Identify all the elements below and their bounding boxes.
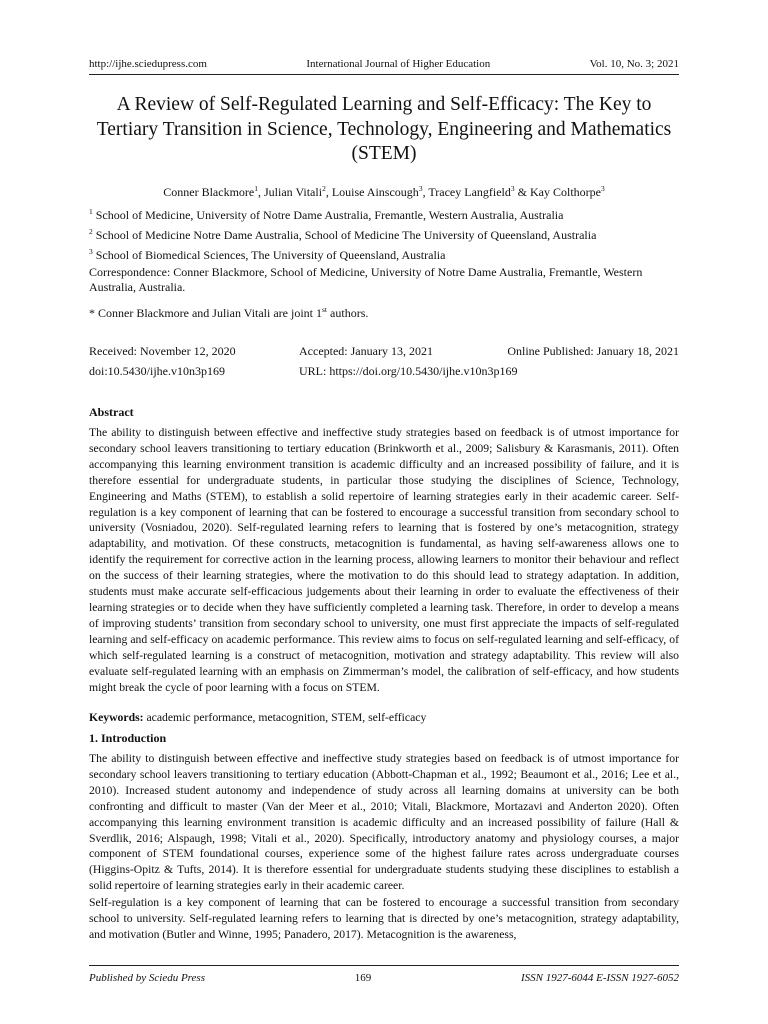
intro-paragraph-2: Self-regulation is a key component of learning that can be fostered to encourage a successful transition from secondary school to university. Self-regulated learning refers to learning that is directed by one’s metacognition, strategy adaptability, and motivation (Butler and Winne, 1995; Panadero, 2017). Metacognition is the awareness, (89, 896, 679, 941)
author: Louise Ainscough$^3$, (331, 184, 429, 199)
introduction-heading: 1. Introduction (89, 731, 167, 745)
author: Conner Blackmore$^1$, (163, 184, 264, 199)
doi[interactable]: doi:10.5430/ijhe.v10n3p169 (89, 364, 225, 378)
keywords-list: academic performance, metacognition, STEM, self-efficacy (143, 711, 427, 724)
publisher: Published by Sciedu Press (89, 972, 205, 984)
author: Kay Colthorpe$^3$ (529, 184, 605, 199)
intro-paragraph-1: The ability to distinguish between effective and ineffective study strategies based on feedback is of utmost importance for secondary school leavers transitioning to tertiary education (Abbott-Chapman et al., 1992; Beaumont et al., 2016; Lee et al., 2010). Increased student autonomy and independence of study across all learning domains at university can be both confronting and difficult to master (Van der Meer et al., 2010; Vitali, Blackmore, Mortazavi and Anderton 2020). Often accompanying this learning environment transition is academic difficulty and an increased possibility of failure (Hall & Sverdlik, 2016; Alspaugh, 1998; Vitali et al., 2020). Specifically, introductory anatomy and physiology courses, a major component of STEM foundational courses, experience some of the highest failure rates across undergraduate courses (Higgins-Opitz & Tufts, 2014). It is therefore essential for undergraduate students studying these disciplines to establish a solid repertoire of learning strategies early in their academic career. (89, 752, 679, 893)
author: Tracey Langfield$^3$ & (428, 184, 530, 199)
affiliation-3: $^3$ School of Biomedical Sciences, The University of Queensland, Australia (89, 247, 446, 262)
journal-url[interactable]: http://ijhe.sciedupress.com (89, 58, 207, 70)
doi-url[interactable]: URL: https://doi.org/10.5430/ijhe.v10n3p169 (299, 364, 518, 378)
affiliation-2: $^2$ School of Medicine Notre Dame Australia, School of Medicine The University of Queensland, Australia (89, 227, 597, 242)
affiliation-1: $^1$ School of Medicine, University of Notre Dame Australia, Fremantle, Western Australia, Australia (89, 207, 564, 222)
abstract-heading: Abstract (89, 405, 134, 419)
page-number: 169 (354, 972, 372, 984)
page-footer (89, 965, 679, 984)
volume-issue: Vol. 10, No. 3; 2021 (589, 58, 679, 70)
author: Julian Vitali$^2$, (264, 184, 332, 199)
accepted-date: Accepted: January 13, 2021 (299, 344, 433, 358)
abstract-text: The ability to distinguish between effective and ineffective study strategies based on feedback is of utmost importance for secondary school leavers transitioning to tertiary education (Brinkworth et al., 2009; Salisbury & Karasmanis, 2011). Often accompanying this learning environment transition is academic difficulty and an increased possibility of failure, and it is therefore essential for undergraduate students, in particular those studying the disciplines of Science, Technology, Engineering and Maths (STEM), to establish a solid repertoire of learning strategies early in their academic career. Self-regulation is a key component of learning that can be fostered to encourage a successful transition from secondary school to university (Vosniadou, 2020). Self-regulated learning refers to learning that is fostered by one’s metacognition, strategy adaptability, and motivation. Of these constructs, metacognition is fundamental, as having self-awareness allows one to identify the requirement for corrective action in the learning process, allowing learners to monitor their behaviour and reflect on the success of their learning strategies, where the motivation to do this should lead to strategy adaptation. In addition, students must make accurate self-efficacious judgements about their learning in order to evaluate the effectiveness of their learning strategies or to decide when they have sufficiently completed a learning task. Therefore, in order to develop a means of improving students’ transition from secondary school to university, one must first appreciate the impacts of self-regulated learning and self-efficacy on academic performance. This review aims to focus on self-regulated learning and self-efficacy, of which self-regulated learning is a construct of metacognition, motivation and strategy adaptability. This review will also evaluate self-regulated learning with an emphasis on Zimmerman’s model, the calibration of self-efficacy, and how students might break the cycle of poor learning with a focus on STEM. (89, 426, 679, 694)
joint-author-note: * Conner Blackmore and Julian Vitali are joint 1st authors. (89, 305, 369, 320)
keywords-label: Keywords: (89, 711, 144, 724)
paper-title: A Review of Self-Regulated Learning and Self-Efficacy: The Key to Tertiary Transition in Science, Technology, Engineering and Mathematics (STEM) (96, 94, 672, 164)
received-date: Received: November 12, 2020 (89, 344, 236, 358)
keywords (89, 710, 679, 726)
published-date: Online Published: January 18, 2021 (507, 344, 679, 358)
issn: ISSN 1927-6044 E-ISSN 1927-6052 (521, 972, 679, 984)
journal-name: International Journal of Higher Education (306, 58, 491, 70)
running-header (89, 57, 679, 75)
correspondence: Correspondence: Conner Blackmore, School of Medicine, University of Notre Dame Australia, Fremantle, Western Australia, Australia. (89, 265, 643, 294)
author-list (89, 181, 679, 200)
